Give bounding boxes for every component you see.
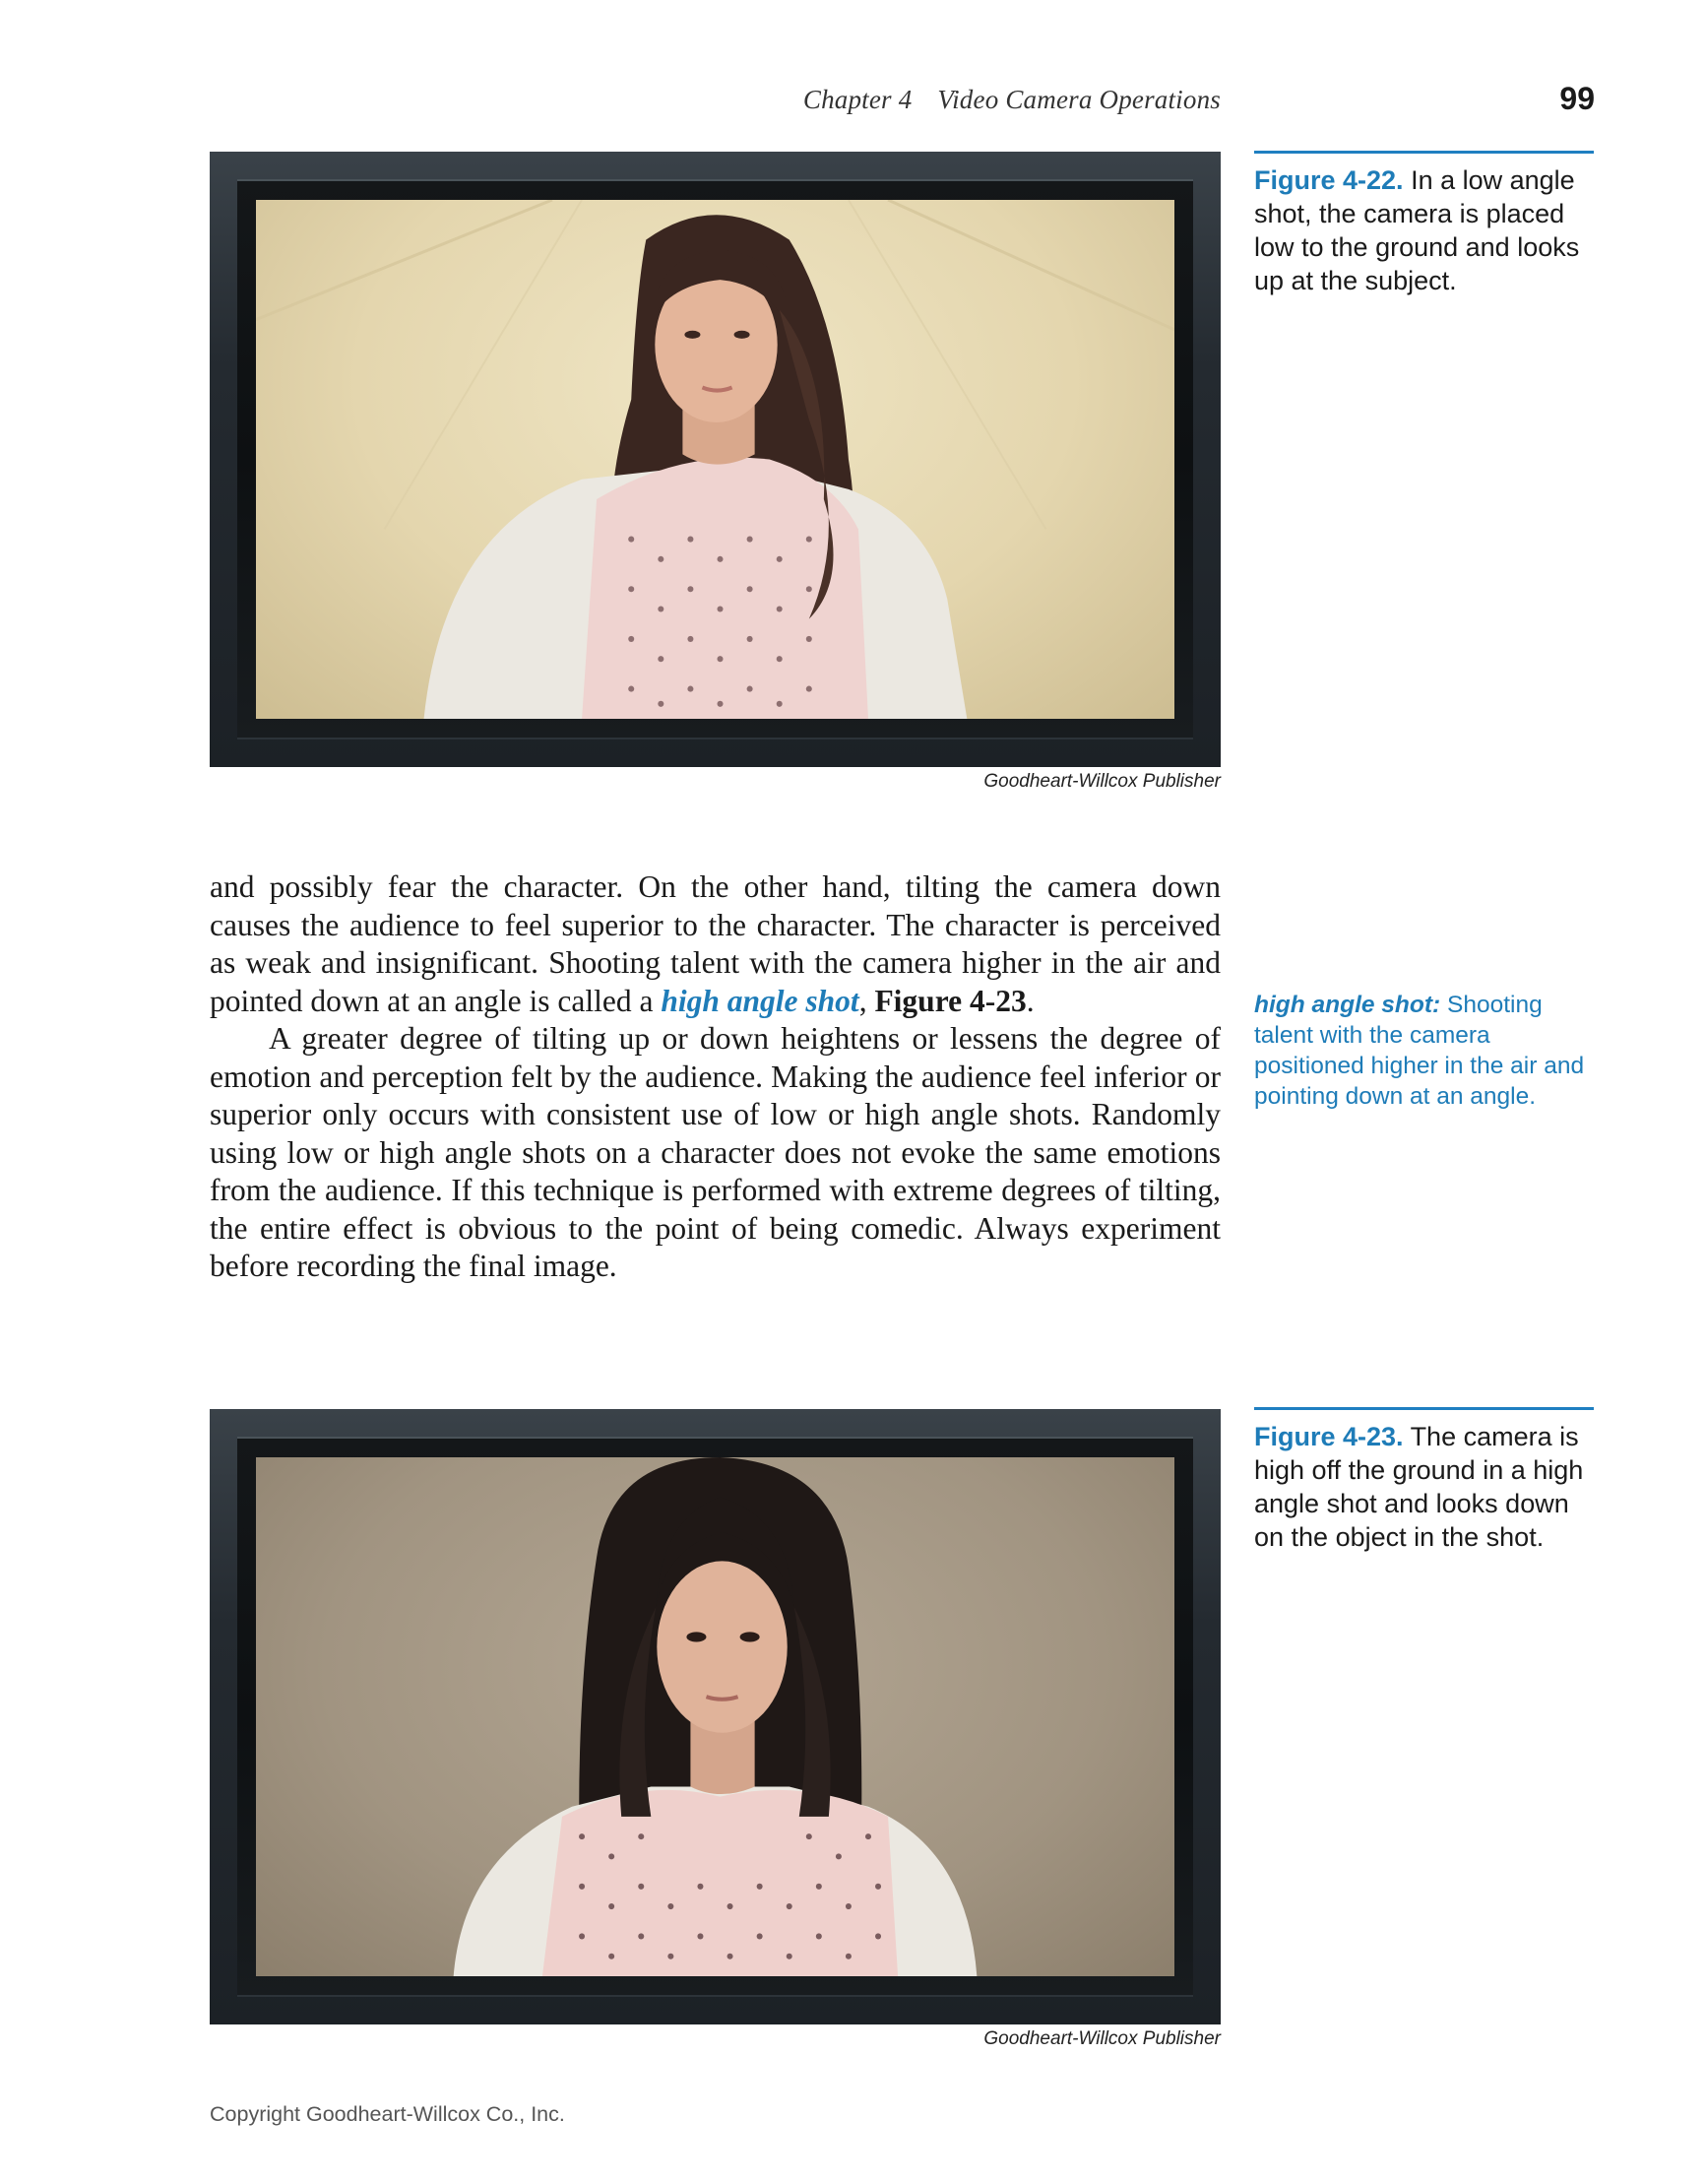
photo-credit: Goodheart-Willcox Publisher <box>983 771 1221 792</box>
paragraph-text: . <box>1026 983 1035 1018</box>
glossary-definition <box>1254 990 1594 1112</box>
figure-label: Figure 4-23. <box>1254 1422 1404 1451</box>
tv-bezel <box>237 1437 1193 1997</box>
copyright-notice: Copyright Goodheart-Willcox Co., Inc. <box>210 2102 565 2126</box>
figure-4-23-image <box>210 1409 1221 2024</box>
paragraph-text: , <box>858 983 875 1018</box>
figure-caption <box>1254 151 1594 297</box>
key-term: high angle shot <box>661 983 859 1018</box>
chapter-title: Video Camera Operations <box>937 85 1221 114</box>
glossary-term: high angle shot: <box>1254 992 1441 1018</box>
caption-text: The camera is high off the ground in a high angle shot and looks down on the object in the shot. <box>1254 1422 1584 1552</box>
figure-caption <box>1254 1407 1594 1554</box>
glossary-text: Shooting talent with the camera positioned higher in the air and pointing down at an angle. <box>1254 992 1585 1110</box>
low-angle-portrait-photo <box>256 200 1174 719</box>
paragraph: A greater degree of tilting up or down heightens or lessens the degree of emotion and perception felt by the audience. Making the audience feel inferior or superior only occurs with consistent use of low or high angle shots. Randomly using low or high angle shots on a character does not evoke the same emotions from the audience. If this technique is performed with extreme degrees of tilting, the entire effect is obvious to the point of being comedic. Always experiment before recording the final image. <box>210 1021 1221 1283</box>
running-head <box>788 85 1221 115</box>
chapter-label: Chapter 4 <box>802 85 913 114</box>
tv-bezel <box>237 179 1193 739</box>
paragraph <box>210 868 1221 1020</box>
paragraph-text: and possibly fear the character. On the other hand, tilting the camera down causes the audience to feel superior to the character. The character is perceived as weak and insignificant. Shooting talent with the camera higher in the air and pointed down at an angle is called a <box>210 869 1221 1018</box>
page-number: 99 <box>1559 81 1595 116</box>
figure-reference: Figure 4-23 <box>874 983 1027 1018</box>
body-text <box>210 868 1221 1286</box>
tv-screen <box>256 1457 1174 1976</box>
tv-screen <box>256 200 1174 719</box>
photo-credit: Goodheart-Willcox Publisher <box>983 2028 1221 2049</box>
figure-4-22-image <box>210 152 1221 767</box>
figure-label: Figure 4-22. <box>1254 165 1404 195</box>
caption-text: In a low angle shot, the camera is placed low to the ground and looks up at the subject. <box>1254 165 1580 295</box>
high-angle-portrait-photo <box>256 1457 1174 1976</box>
